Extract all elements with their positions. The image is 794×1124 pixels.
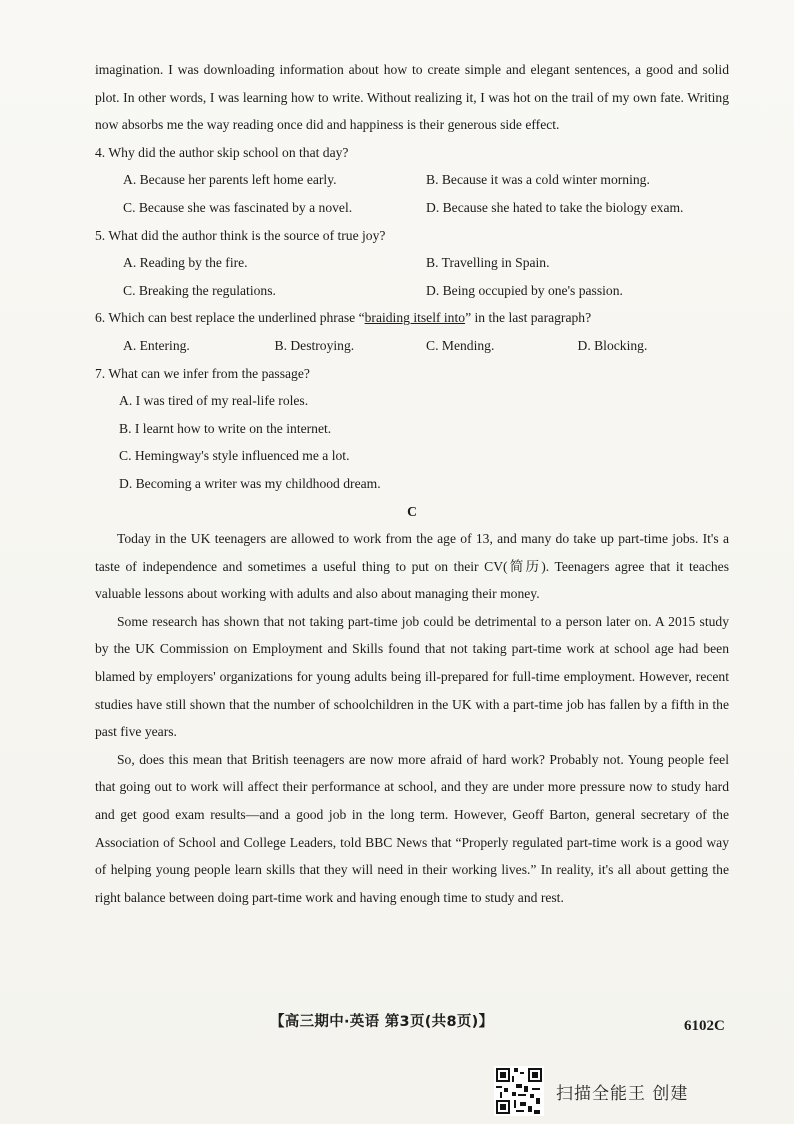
option-a: A. I was tired of my real-life roles.: [119, 393, 309, 409]
question-6: [95, 304, 729, 359]
option-d: D. Being occupied by one's passion.: [426, 282, 623, 298]
passage-c-paragraph: Today in the UK teenagers are allowed to work from the age of 13, and many do take up part-time jobs. It's a taste of independence and sometimes a useful thing to put on their CV(简历). Teenagers agree that it teaches valuable lessons about working with adults and also about managing their money.: [95, 531, 729, 602]
question-7: [95, 360, 729, 498]
question-stem: 7. What can we infer from the passage?: [95, 365, 310, 381]
option-a: A. Because her parents left home early.: [123, 172, 337, 188]
option-b: B. Destroying.: [274, 337, 355, 353]
option-d: D. Blocking.: [577, 337, 648, 353]
option-b: B. Because it was a cold winter morning.: [426, 172, 650, 188]
question-stem: 4. Why did the author skip school on that day?: [95, 144, 349, 160]
passage-c-paragraph: Some research has shown that not taking part-time job could be detrimental to a person later on. A 2015 study by the UK Commission on Employment and Skills found that not taking part-time work at school age had been blamed by employers' organizations for young adults being ill-prepared for full-time employment. However, recent studies have still shown that the number of schoolchildren in the UK with a part-time job has fallen by a fifth in the past five years.: [95, 613, 729, 740]
question-4: [95, 139, 729, 222]
option-c: C. Because she was fascinated by a novel.: [123, 199, 353, 215]
option-c: C. Hemingway's style influenced me a lot.: [119, 448, 350, 464]
scanner-watermark: 扫描全能王 创建: [556, 1084, 689, 1104]
option-a: A. Entering.: [123, 337, 190, 353]
underlined-phrase: braiding itself into: [364, 310, 466, 326]
section-heading: C: [407, 503, 417, 519]
question-stem: 6. Which can best replace the underlined phrase “braiding itself into” in the last paragraph?: [95, 310, 592, 326]
option-d: D. Because she hated to take the biology exam.: [426, 199, 684, 215]
option-d: D. Becoming a writer was my childhood dream.: [119, 475, 381, 491]
passage-b-end: imagination. I was downloading information about how to create simple and elegant sentences, a good and solid plot. In other words, I was learning how to write. Without realizing it, I was hot on the trail of my own fate. Writing now absorbs me the way reading once did and happiness is their generous side effect.: [95, 62, 729, 133]
page-content: [95, 56, 729, 911]
option-b: B. Travelling in Spain.: [426, 255, 550, 271]
passage-c-paragraph: So, does this mean that British teenagers are now more afraid of hard work? Probably not. Young people feel that going out to work will affect their performance at school, and they are under more pressure now to study hard and get good exam results—and a good job in the long term. However, Geoff Barton, general secretary of the Association of School and College Leaders, told BBC News that “Properly regulated part-time work is a good way of helping young people learn skills that they will need in their working lives.” In reality, it's all about getting the right balance between doing part-time work and having enough time to study and rest.: [95, 751, 729, 905]
question-5: [95, 222, 729, 305]
option-b: B. I learnt how to write on the internet.: [119, 420, 332, 436]
question-stem: 5. What did the author think is the source of true joy?: [95, 227, 386, 243]
page-footer: 【高三期中·英语 第3页(共8页)】: [270, 1014, 494, 1030]
option-c: C. Mending.: [426, 337, 495, 353]
option-c: C. Breaking the regulations.: [123, 282, 276, 298]
paper-code: 6102C: [684, 1018, 725, 1034]
qr-code-icon: [494, 1066, 544, 1116]
option-a: A. Reading by the fire.: [123, 255, 248, 271]
